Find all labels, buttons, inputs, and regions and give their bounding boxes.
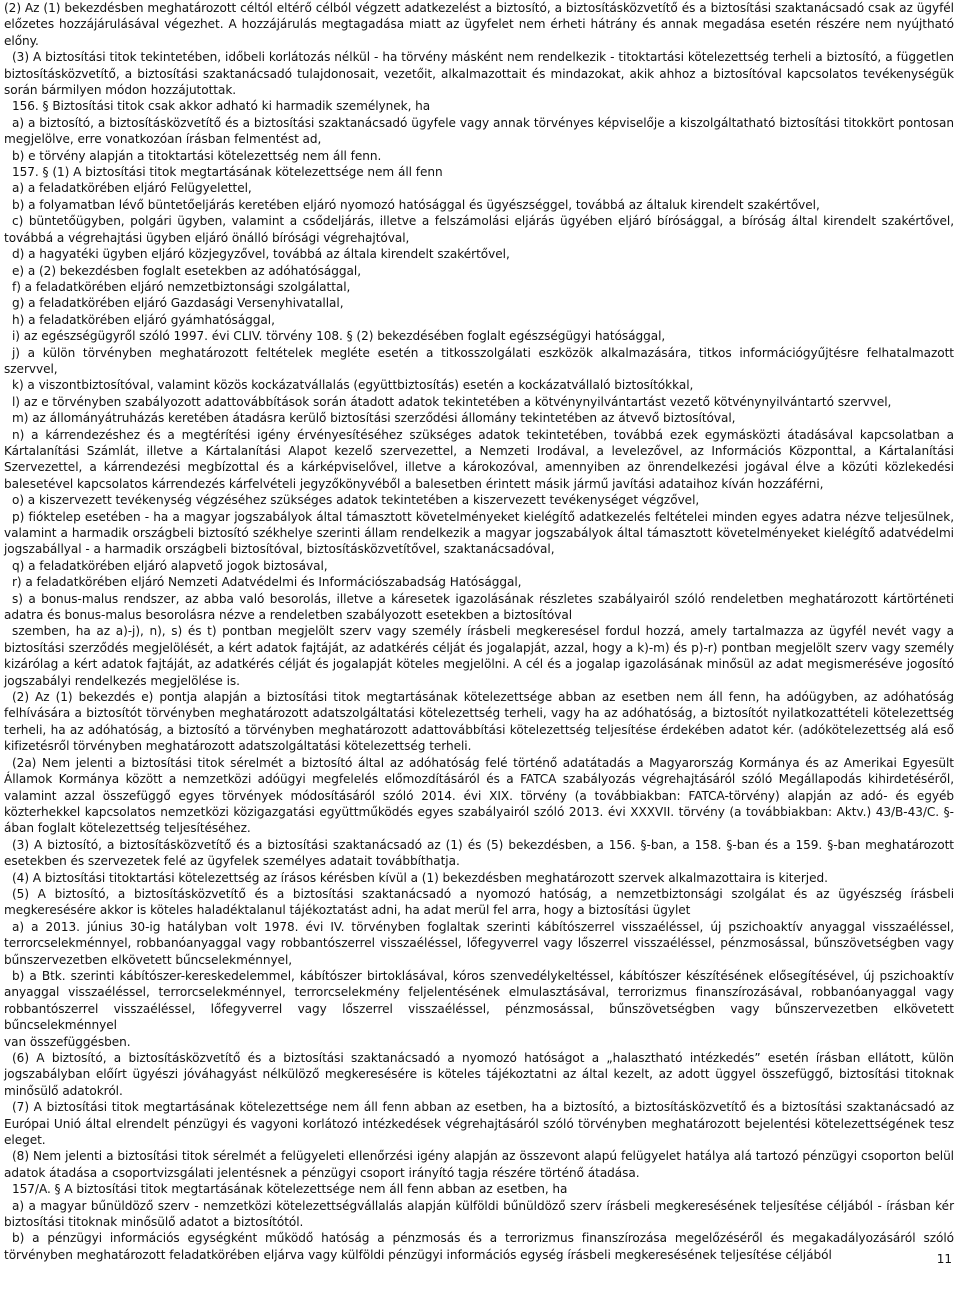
paragraph: (6) A biztosító, a biztosításközvetítő és a biztosítási szaktanácsadó a nyomozó hatóságot a „halasztható intézkedés” esetén írásban ellátott, külön jogszabályban előírt ügyészi jóváhagyást nélkülöző megkeresésére is köteles tájékoztatni az által kezelt, az adott üggyel összefüggő, biztosítási titoknak minősülő adatokról. — [4, 1051, 954, 1098]
list-item: l) az e törvényben szabályozott adattovábbítások során átadott adatok tekintetében a kötvénynyilvántartást vezető kötvénynyilvántartó szervvel, — [12, 394, 892, 409]
list-item: b) a pénzügyi információs egységként működő hatóság a pénzmosás és a terrorizmus finanszírozása megelőzéséről és megakadályozásáról szóló törvényben meghatározott feladatkörében eljárva vagy külföldi pénzügyi információs egység írásbeli megkeresésének teljesítése céljából — [4, 1231, 954, 1262]
list-item: b) e törvény alapján a titoktartási kötelezettség nem áll fenn. — [12, 148, 382, 163]
list-item: a) a 2013. június 30-ig hatályban volt 1978. évi IV. törvényben foglaltak szerinti kábítószerrel visszaéléssel, új pszichoaktív anyaggal visszaéléssel, terrorcselekménnyel, robbanóanyaggal vagy robbantószerrel visszaéléssel, lőfegyverrel vagy lőszerrel visszaéléssel, pénzmosással, bűnszövetségben vagy bűnszervezetben elkövetett bűncselekménnyel, — [4, 919, 954, 967]
paragraph: (3) A biztosítási titok tekintetében, időbeli korlátozás nélkül - ha törvény másként nem rendelkezik - titoktartási kötelezettség terheli a biztosító, a független biztosításközvetítő, a biztosítási szaktanácsadó tulajdonosait, vezetőit, alkalmazottait és mindazokat, akik ahhoz a biztosítóval kapcsolatos tevékenységük során bármilyen módon hozzájutottak. — [4, 50, 954, 98]
list-item: q) a feladatkörében eljáró alapvető jogok biztosával, — [12, 558, 328, 573]
list-item: h) a feladatkörében eljáró gyámhatósággal, — [12, 312, 275, 327]
paragraph: (5) A biztosító, a biztosításközvetítő és a biztosítási szaktanácsadó a nyomozó hatóság, a nemzetbiztonsági szolgálat és az ügyészség írásbeli megkeresésére akkor is köteles haladéktalanul tájékoztatást adni, ha adat merül fel arra, hogy a biztosítási ügylet — [4, 886, 954, 918]
list-item: p) fióktelep esetében - ha a magyar jogszabályok által támasztott követelményeket kielégítő adatkezelés feltételei minden egyes adatra nézve teljesülnek, valamint a harmadik országbeli biztosító székhelye szerinti állam rendelkezik a magyar jogszabályok által támasztott követelményeket kielégítő adatvédelmi jogszabállyal - a harmadik országbeli biztosítóval, biztosításközvetítővel, szaktanácsadóval, — [4, 509, 954, 557]
section-heading: 157/A. § A biztosítási titok megtartásának kötelezettsége nem áll fenn abban az esetben, ha — [12, 1182, 568, 1197]
list-item: b) a Btk. szerinti kábítószer-kereskedelemmel, kábítószer birtoklásával, kóros szenvedélykeltéssel, kábítószer készítésének elősegítésével, új pszichoaktív anyaggal visszaéléssel, terrorcselekménnyel, terrorcselekmény feljelentésének elmulasztásával, terrorizmus finanszírozásával, robbanóanyaggal vagy robbantószerrel visszaéléssel, lőfegyverrel vagy lőszerrel visszaéléssel, pénzmosással, bűnszövetségben vagy bűnszervezetben elkövetett bűncselekménnyel — [4, 968, 954, 1033]
list-item: a) a biztosító, a biztosításközvetítő és a biztosítási szaktanácsadó ügyfele vagy annak törvényes képviselője a kiszolgáltatható biztosítási titokkört pontosan megjelölve, erre vonatkozóan írásban felmentést ad, — [4, 115, 954, 147]
paragraph: van összefüggésben. — [4, 1034, 131, 1049]
list-item: r) a feladatkörében eljáró Nemzeti Adatvédelmi és Információszabadság Hatósággal, — [12, 575, 522, 590]
paragraph: (2) Az (1) bekezdés e) pontja alapján a biztosítási titok megtartásának kötelezettsége abban az esetben nem áll fenn, ha adóügyben, az adóhatóság felhívására a biztosítót törvényben meghatározott adatszolgáltatási kötelezettség terheli, vagy ha az adóhatóság, a biztosítót nyilatkozattételi kötelezettség terheli, ha az adóhatóság, a biztosító a törvényben meghatározott adattovábbítási kötelezettség teljesítése érdekében adatot kér. (adókötelezettség alá eső kifizetésről törvényben meghatározott adatszolgáltatási kötelezettség terheli. — [4, 690, 954, 754]
paragraph: (7) A biztosítási titok megtartásának kötelezettsége nem áll fenn abban az esetben, ha a biztosító, a biztosításközvetítő és a biztosítási szaktanácsadó az Európai Unió által elrendelt pénzügyi és vagyoni korlátozó intézkedések végrehajtásáról szóló törvényben meghatározott bejelentési kötelezettségének tesz eleget. — [4, 1100, 954, 1148]
list-item: g) a feladatkörében eljáró Gazdasági Versenyhivatallal, — [12, 296, 344, 311]
document-body — [4, 0, 954, 1263]
paragraph: (2a) Nem jelenti a biztosítási titok sérelmét a biztosító által az adóhatóság felé történő adatátadás a Magyarország Kormánya és az Amerikai Egyesült Államok Kormánya között a nemzetközi adóügyi megfelelés előmozdításáról és a FATCA szabályozás végrehajtásáról szóló Megállapodás kihirdetéséről, valamint azzal összefüggő egyes törvények módosításáról szóló 2014. évi XIX. törvény (a továbbiakban: FATCA-törvény) alapján az adó- és egyéb közterhekkel kapcsolatos nemzetközi közigazgatási együttműködés egyes szabályairól szóló 2013. évi XXXVII. törvény (a továbbiakban: Aktv.) 43/B-43/C. §-ában foglalt kötelezettség teljesítéséhez. — [4, 755, 954, 836]
paragraph: szemben, ha az a)-j), n), s) és t) pontban megjelölt szerv vagy személy írásbeli megkeresésel fordul hozzá, amely tartalmazza az ügyfél nevét vagy a biztosítási szerződés megjelölését, a kért adatok fajtáját, az adatkérés célját és jogalapját, azzal, hogy a k)-m) és p)-r) pontban megjelölt szerv vagy személy kizárólag a kért adatok fajtáját, az adatkérés célját és jogalapját köteles megjelölni. A cél és a jogalap igazolásának minősül az adat megismeréséve jogosító jogszabályi rendelkezés megjelölése is. — [4, 624, 954, 688]
list-item: s) a bonus-malus rendszer, az abba való besorolás, illetve a káresetek igazolásának részletes szabályairól szóló rendeletben meghatározott kártörténeti adatra és bonus-malus besorolásra nézve a rendeletben szabályozott esetekben a biztosítóval — [4, 591, 954, 623]
list-item: a) a feladatkörében eljáró Felügyelettel, — [12, 181, 252, 196]
list-item: b) a folyamatban lévő büntetőeljárás keretében eljáró nyomozó hatósággal és ügyészséggel, továbbá az általuk kirendelt szakértővel, — [12, 197, 820, 212]
section-heading: 156. § Biztosítási titok csak akkor adható ki harmadik személynek, ha — [12, 99, 431, 114]
list-item: k) a viszontbiztosítóval, valamint közös kockázatvállalás (együttbiztosítás) esetén a kockázatvállaló biztosítókkal, — [12, 378, 694, 393]
list-item: c) büntetőügyben, polgári ügyben, valamint a csődeljárás, illetve a felszámolási eljárás ügyében eljáró bírósággal, a bíróság által kirendelt szakértővel, továbbá a végrehajtási ügyben eljáró önálló bírósági végrehajtóval, — [4, 214, 954, 245]
list-item: a) a magyar bűnüldöző szerv - nemzetközi kötelezettségvállalás alapján külföldi bűnüldöző szerv írásbeli megkeresésének teljesítése céljából - írásban kér biztosítási titoknak minősülő adatot a biztosítótól. — [4, 1198, 954, 1230]
list-item: j) a külön törvényben meghatározott feltételek megléte esetén a titkosszolgálati eszközök alkalmazására, titkos információgyűjtésre felhatalmazott szervvel, — [4, 345, 954, 376]
list-item: d) a hagyatéki ügyben eljáró közjegyzővel, továbbá az általa kirendelt szakértővel, — [12, 247, 510, 262]
list-item: f) a feladatkörében eljáró nemzetbiztonsági szolgálattal, — [12, 279, 351, 294]
section-heading: 157. § (1) A biztosítási titok megtartásának kötelezettsége nem áll fenn — [12, 165, 443, 180]
list-item: o) a kiszervezett tevékenység végzéséhez szükséges adatok tekintetében a kiszervezett tevékenységet végzővel, — [12, 493, 700, 508]
list-item: e) a (2) bekezdésben foglalt esetekben az adóhatósággal, — [12, 263, 361, 278]
paragraph: (2) Az (1) bekezdésben meghatározott céltól eltérő célból végzett adatkezelést a biztosító, a biztosításközvetítő és a biztosítási szaktanácsadó csak az ügyfél előzetes hozzájárulásával végezhet. A hozzájárulás megtagadása miatt az ügyfelet nem érheti hátrány és annak megadása esetén részére nem nyújtható előny. — [4, 1, 954, 48]
page-number: 11 — [936, 1252, 952, 1266]
paragraph: (8) Nem jelenti a biztosítási titok sérelmét a felügyeleti ellenőrzési igény alapján az összevont alapú felügyelet hatálya alá tartozó pénzügyi csoporton belül adatok átadása a csoportvizsgálati jelentésnek a pénzügyi csoport irányító tagja részére történő átadása. — [4, 1149, 954, 1180]
paragraph: (3) A biztosító, a biztosításközvetítő és a biztosítási szaktanácsadó az (1) és (5) bekezdésben, a 156. §-ban, a 158. §-ban és a 159. §-ban meghatározott esetekben és szervezetek felé az ügyfelek személyes adatait továbbíthatja. — [4, 837, 954, 869]
list-item: n) a kárrendezéshez és a megtérítési igény érvényesítéséhez szükséges adatok tekintetében, továbbá ezek egymásközti átadásával kapcsolatban a Kártalanítási Számlát, illetve a Kártalanítási Alapot kezelő szervezettel, a Nemzeti Irodával, a levelezővel, az Információs Központtal, a Kártalanítási Szervezettel, a kárrendezési megbízottal és a kárképviselővel, illetve a károkozóval, amennyiben az önrendelkezési jogával élve a közúti közlekedési balesetével kapcsolatos kárrendezés kárfelvételi jegyzőkönyvéből a balesetben érintett másik jármű javítási adataihoz kíván hozzáférni, — [4, 427, 954, 491]
paragraph: (4) A biztosítási titoktartási kötelezettség az írásos kérésben kívül a (1) bekezdésben meghatározott szervek alkalmazottaira is kiterjed. — [12, 870, 828, 885]
list-item: m) az állományátruházás keretében átadásra kerülő biztosítási szerződési állomány tekintetében az átvevő biztosítóval, — [12, 411, 736, 426]
list-item: i) az egészségügyről szóló 1997. évi CLIV. törvény 108. § (2) bekezdésében foglalt egészségügyi hatósággal, — [12, 329, 666, 344]
